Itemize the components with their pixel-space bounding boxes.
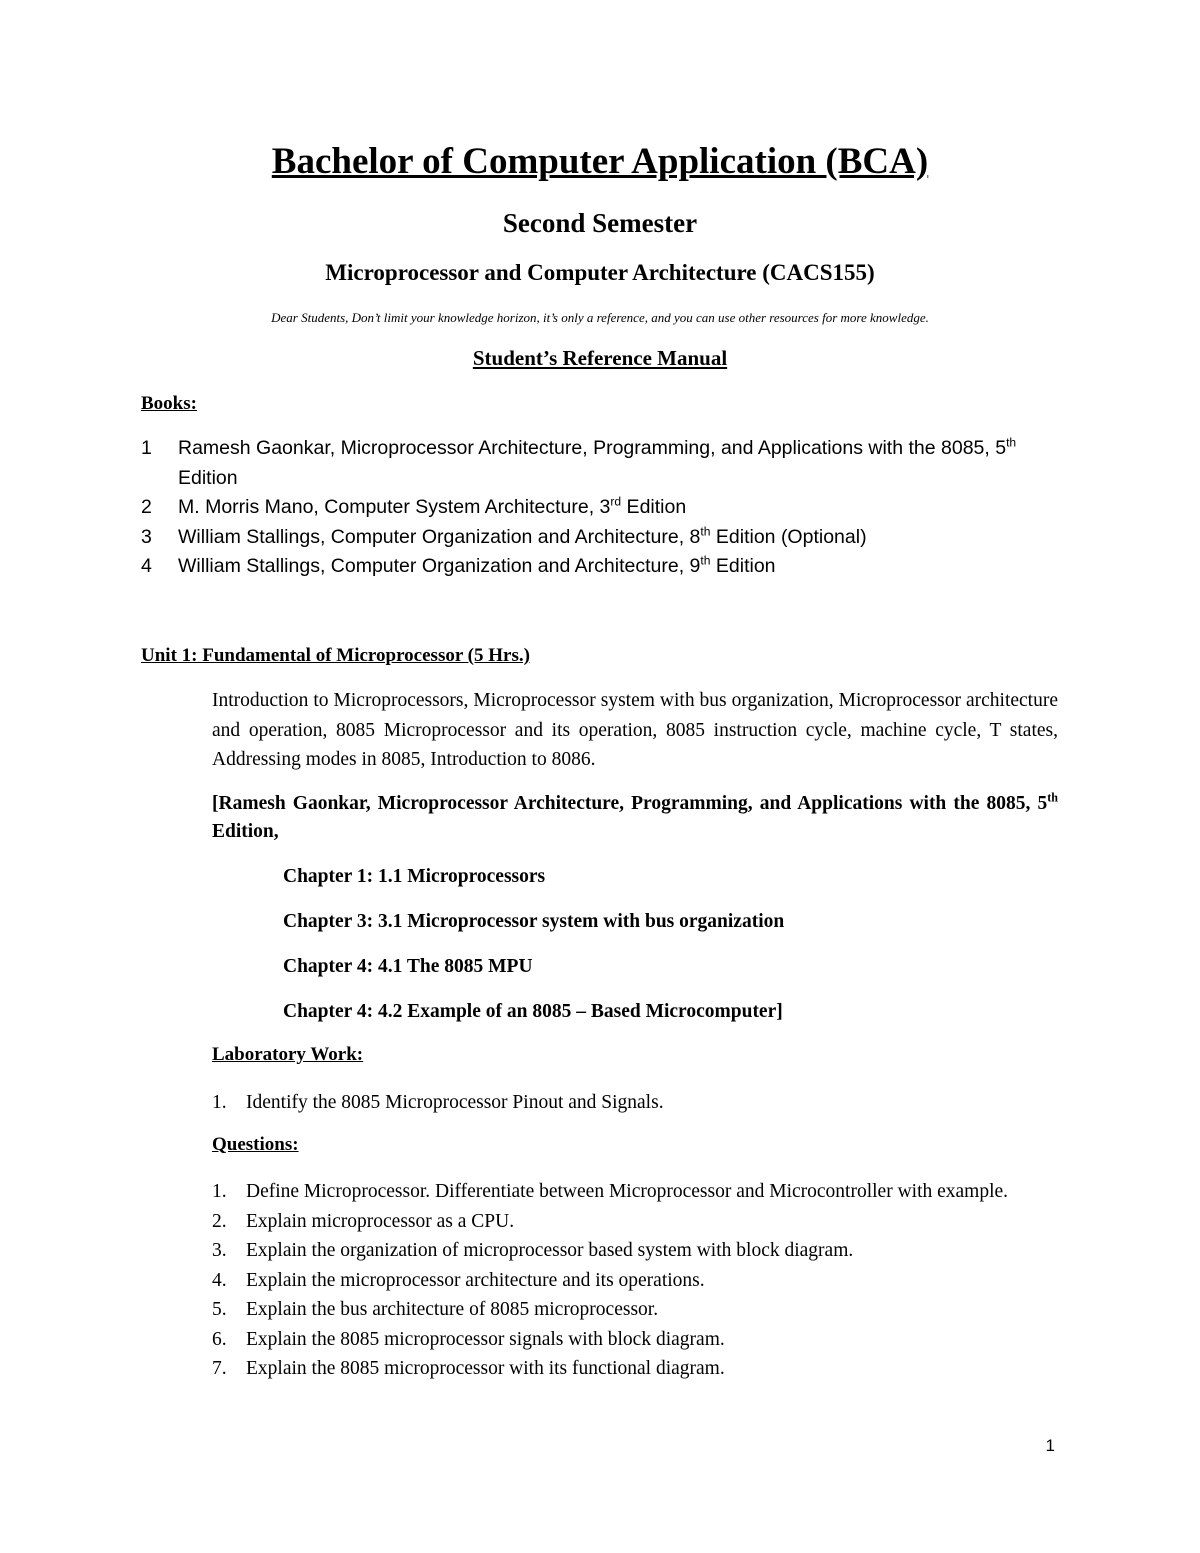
book-text: William Stallings, Computer Organization and Architecture, 8 [178,525,701,548]
unit1-heading: Unit 1: Fundamental of Microprocessor (5 Hrs.) [141,645,530,666]
course-title: Microprocessor and Computer Architecture (CACS155) [325,260,875,285]
question-number: 2. [212,1210,227,1232]
book-text-tail: Edition [710,555,776,577]
page-number: 1 [1045,1436,1055,1455]
unit1-intro: Introduction to Microprocessors, Microprocessor system with bus organization, Microprocessor architecture and operation, 8085 Microprocessor and its operation, 8085 instruction cycle, machine cycle, T states, Addressing modes in 8085, Introduction to 8086. [212,690,1058,770]
question-item [212,1325,1058,1355]
question-text: Explain microprocessor as a CPU. [246,1210,515,1232]
document-title: Bachelor of Computer Application (BCA) [271,141,929,182]
questions-list [212,1177,1058,1384]
lab-heading: Laboratory Work: [212,1044,364,1065]
book-edition-suffix: rd [610,494,622,509]
chapter-item: Chapter 3: 3.1 Microprocessor system with bus organization [283,911,785,932]
book-number: 4 [141,555,152,577]
question-number: 6. [212,1328,227,1350]
question-number: 3. [212,1240,227,1261]
students-note: Dear Students, Don’t limit your knowledge horizon, it’s only a reference, and you can use other resources for more knowledge. [271,310,929,325]
question-item [212,1236,1058,1266]
question-text: Explain the microprocessor architecture and its operations. [246,1269,705,1291]
reference-tail: Edition, [212,821,279,842]
book-number: 1 [141,437,152,459]
lab-item-number: 1. [212,1092,227,1113]
book-item [141,493,1041,523]
semester-label: Second Semester [502,208,698,238]
chapter-item: Chapter 4: 4.2 Example of an 8085 – Based Microcomputer] [283,1001,783,1022]
book-edition-suffix: th [700,524,711,538]
book-item [141,523,1041,553]
lab-item-text: Identify the 8085 Microprocessor Pinout and Signals. [246,1092,664,1113]
book-item [141,552,1041,582]
question-number: 7. [212,1358,227,1379]
chapter-item: Chapter 4: 4.1 The 8085 MPU [283,956,533,977]
book-text: William Stallings, Computer Organization and Architecture, 9 [178,555,701,577]
question-text: Explain the 8085 microprocessor signals with block diagram. [246,1328,725,1350]
question-number: 1. [212,1181,227,1202]
books-heading: Books: [141,393,197,414]
book-item [141,434,1041,493]
manual-title: Student’s Reference Manual [472,346,728,370]
chapter-item: Chapter 1: 1.1 Microprocessors [283,866,546,887]
question-item [212,1266,1058,1296]
book-text: M. Morris Mano, Computer System Architecture, 3 [178,496,611,518]
book-text-tail: Edition (Optional) [710,525,867,548]
question-item [212,1207,1058,1237]
book-number: 3 [141,525,152,548]
question-text: Explain the 8085 microprocessor with its functional diagram. [246,1358,725,1379]
book-text-tail: Edition [621,496,687,518]
question-item [212,1354,1058,1384]
book-text-tail: Edition [178,466,238,489]
lab-list [212,1088,1058,1118]
question-text: Define Microprocessor. Differentiate between Microprocessor and Microcontroller with example. [246,1181,1009,1202]
question-number: 4. [212,1269,227,1291]
questions-heading: Questions: [212,1134,299,1155]
lab-item [212,1088,1058,1118]
question-number: 5. [212,1299,227,1320]
question-text: Explain the organization of microprocessor based system with block diagram. [246,1240,854,1261]
book-edition-suffix: th [1006,435,1017,450]
book-number: 2 [141,496,152,518]
question-item [212,1177,1058,1207]
unit1-reference [212,790,1058,846]
reference-text: [Ramesh Gaonkar, Microprocessor Architecture, Programming, and Applications with the 8085, 5 [212,793,1048,814]
question-item [212,1295,1058,1325]
book-text: Ramesh Gaonkar, Microprocessor Architecture, Programming, and Applications with the 8085, 5 [178,437,1007,459]
books-list [141,434,1041,582]
question-text: Explain the bus architecture of 8085 microprocessor. [246,1299,659,1320]
book-edition-suffix: th [700,553,711,568]
reference-edition-suffix: th [1047,790,1058,805]
